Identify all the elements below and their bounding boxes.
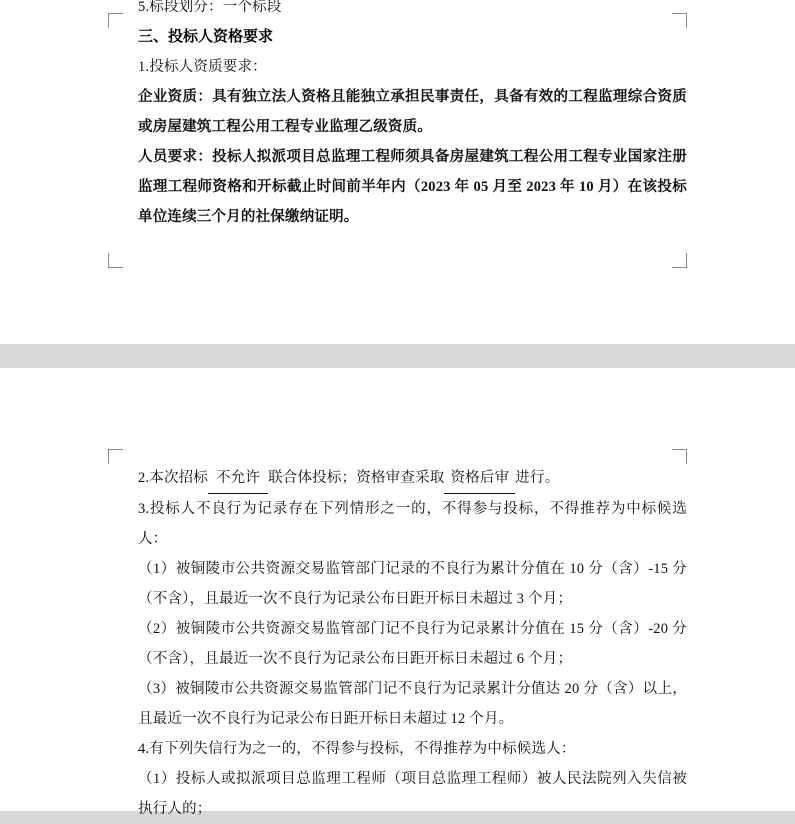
paragraph-bad-behavior-intro: 3.投标人不良行为记录存在下列情形之一的，不得参与投标，不得推荐为中标候选人：	[138, 501, 687, 547]
paragraph-dishonesty-item-1: （1）投标人或拟派项目总监理工程师（项目总监理工程师）被人民法院列入失信被执行人的；	[138, 771, 687, 817]
page-separator	[0, 344, 795, 368]
joint-bid-prefix: 2.本次招标	[138, 470, 209, 486]
page-1-content	[108, 0, 687, 232]
paragraph-enterprise-qualification: 企业资质：具有独立法人资格且能独立承担民事责任，具备有效的工程监理综合资质或房屋建筑工程公用工程专业监理乙级资质。	[138, 89, 687, 135]
joint-bid-middle: 联合体投标；资格审查采取	[268, 470, 445, 486]
document-page-2	[0, 368, 795, 817]
paragraph-bad-behavior-item-1: （1）被铜陵市公共资源交易监管部门记录的不良行为累计分值在 10 分（含）-15 分（不含），且最近一次不良行为记录公布日距开标日未超过 3 个月；	[138, 561, 687, 607]
heading-bidder-qualification: 三、投标人资格要求	[138, 29, 274, 45]
joint-bid-suffix: 进行。	[515, 470, 560, 486]
paragraph-personnel-requirement: 人员要求：投标人拟派项目总监理工程师须具备房屋建筑工程公用工程专业国家注册监理工程师资格和开标截止时间前半年内（2023 年 05 月至 2023 年 10 月）在该投标单位连续三个月的社保缴纳证明。	[138, 149, 687, 225]
joint-bid-blank-2: 资格后审	[444, 463, 515, 494]
paragraph-joint-bid	[108, 463, 687, 494]
crop-mark-top-left-2	[108, 449, 123, 464]
joint-bid-blank-1: 不允许	[208, 463, 268, 494]
paragraph-dishonesty-intro: 4.有下列失信行为之一的，不得参与投标，不得推荐为中标候选人：	[138, 741, 576, 757]
crop-mark-bottom-right	[672, 253, 687, 268]
crop-mark-top-right-2	[672, 449, 687, 464]
paragraph-bad-behavior-item-3: （3）被铜陵市公共资源交易监管部门记不良行为记录累计分值达 20 分（含）以上，且最近一次不良行为记录公布日距开标日未超过 12 个月。	[138, 681, 687, 727]
document-page-1	[0, 0, 795, 344]
page-2-content	[108, 463, 687, 824]
paragraph-qualification-intro: 1.投标人资质要求：	[138, 59, 267, 75]
crop-mark-bottom-left	[108, 253, 123, 268]
paragraph-bad-behavior-item-2: （2）被铜陵市公共资源交易监管部门记不良行为记录累计分值在 15 分（含）-20 分（不含），且最近一次不良行为记录公布日距开标日未超过 6 个月；	[138, 621, 687, 667]
paragraph-section-lot: 5.标段划分：一个标段	[138, 0, 282, 15]
